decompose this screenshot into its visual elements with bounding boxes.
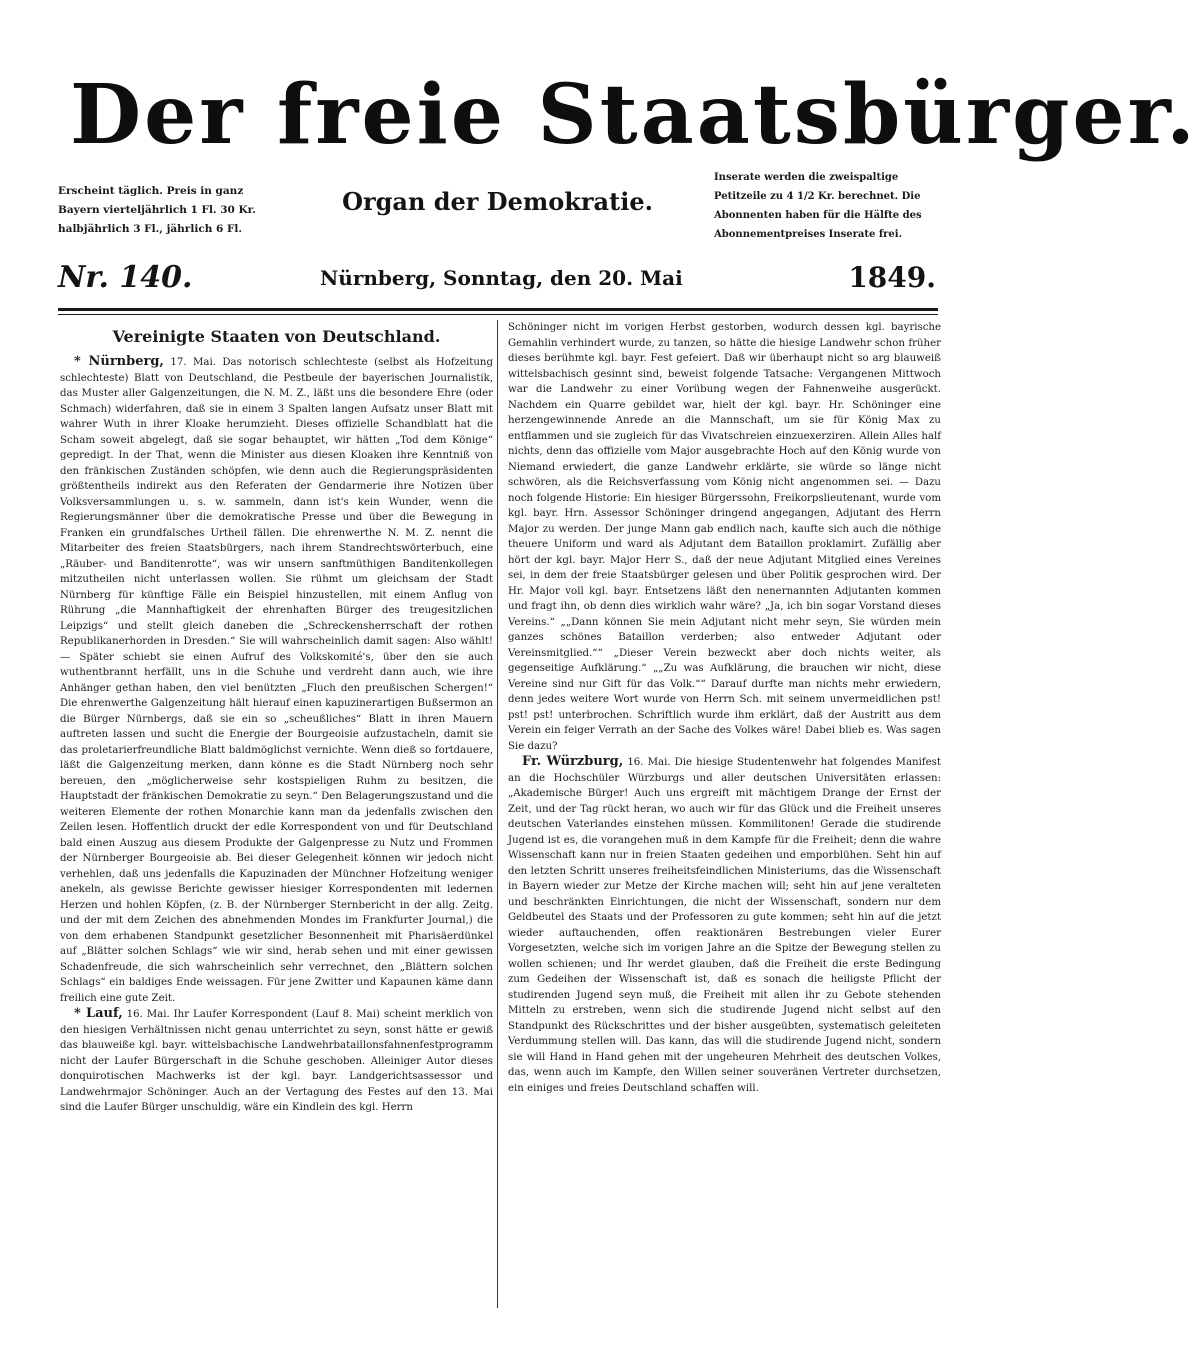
header-rule-thin: [58, 314, 938, 315]
article-body: Das notorisch schlechteste (selbst als Hofzeitung schlechteste) Blatt von Deutschland, die Pestbeule der bayerischen Journalistik, das Muster aller Galgenzeitungen, die N. M. Z., läßt uns die besondere Ehre (oder Schmach) widerfahren, daß sie in einem 3 Spalten langen Aufsatz unser Blatt mit wahrer Wuth in ihrer Kloake herumzieht. Dieses offizielle Schandblatt hat die Scham soweit abgelegt, daß sie sogar behauptet, wir hätten „Tod dem Könige“ gepredigt. In der That, wenn die Minister aus diesen Kloaken ihre Kenntniß von den fränkischen Zuständen schöpfen, wie denn auch die Regierungspräsidenten größtentheils indirekt aus den Referaten der Gendarmerie ihre Notizen über Volksversammlungen u. s. w. sammeln, dann ist's kein Wunder, wenn die Regierungsmänner über die demokratische Presse und über die Bewegung in Franken ein grundfalsches Urtheil fällen. Die ehrenwerthe N. M. Z. nennt die Mitarbeiter des freien Staatsbürgers, nach ihrem Standrechtswörterbuch, eine „Räuber- und Banditenrotte“, was wir unsern sanftmüthigen Banditenkollegen mitzutheilen nicht unterlassen wollen. Sie rühmt um gleichsam der Stadt Nürnberg für künftige Fälle ein Beispiel hinzustellen, mit einem Anflug von Rührung „die Mannhaftigkeit der ehrenhaften Bürger des treugesitzlichen Leipzigs“ und stellt gleich daneben die „Schreckensherrschaft der rothen Republikanerhorden in Dresden.“ Sie will wahrscheinlich damit sagen: Also wählt! — Später schiebt sie einen Aufruf des Volkskomité's, über den sie auch wuthentbrannt herfällt, uns in die Schuhe und verdreht dann auch, wie ihre Anhänger gethan haben, den viel benützten „Fluch den preußischen Schergen!“ Die ehrenwerthe Galgenzeitung hält hierauf einen kapuzinerartigen Bußsermon an die Bürger Nürnbergs, daß sie ein so „scheußliches“ Blatt in ihren Mauern auftreten lassen und sucht die Energie der Bourgeoisie aufzustacheln, damit sie das proletarierfreundliche Blatt baldmöglichst vernichte. Wenn dieß so fortdauere, läßt die Galgenzeitung merken, dann könne es die Stadt Nürnberg noch sehr bereuen, den „möglicherweise sehr kostspieligen Ruhm zu besitzen, die Hauptstadt der fränkischen Demokratie zu seyn.“ Den Belagerungszustand und die weiteren Elemente der rothen Monarchie kann man da jedenfalls zwischen den Zeilen lesen. Hoffentlich druckt der edle Korrespondent von und für Deutschland bald einen Auszug aus diesem Produkte der Galgenpresse zu Nutz und Frommen der Nürnberger Bourgeoisie ab. Bei dieser Gelegenheit können wir jedoch nicht verhehlen, daß uns jedenfalls die Kapuzinaden der Münchner Hofzeitung weniger anekeln, als gewisse Berichte gewisser hiesiger Korrespondenten mit ledernen Herzen und hohlen Köpfen, (z. B. der Nürnberger Sternbericht in der allg. Zeitg. und der mit dem Zeichen des abnehmenden Mondes im Frankfurter Journal,) die von dem erhabenen Standpunkt gesetzlicher Besonnenheit mit Pharisäerdünkel auf „Blätter solchen Schlags“ wie wir sind, herab sehen und mit einer gewissen Schadenfreude, die sich wahrscheinlich sehr verrechnet, den „Blättern solchen Schlags“ ein baldiges Ende weissagen. Für jene Zwitter und Kapaunen käme dann freilich eine gute Zeit.: [60, 357, 493, 1004]
article-lauf-continued: Schöninger nicht im vorigen Herbst gestorben, wodurch dessen kgl. bayrische Gemahlin verhindert wurde, zu tanzen, so hätte die hiesige Landwehr schon früher dieses berühmte kgl. bayr. Fest gefeiert. Daß wir überhaupt nicht so arg blauweiß wittelsbachisch gesinnt sind, beweist folgende Tatsache: Vergangenen Mittwoch war die Landwehr zu einer Vorübung wegen der Fahnenweihe ausgerückt. Nachdem ein Quarre gebildet war, hielt der kgl. bayr. Hr. Schöninger eine herzengewinnende Anrede an die Mannschaft, um sie für König Max zu entflammen und sie zugleich für das Vivatschreien einzuexerziren. Allein Alles half nichts, denn das offizielle vom Major ausgebrachte Hoch auf den König wurde von Niemand erwiedert, die ganze Landwehr erklärte, sie würde so länge nicht schwören, als die Reichsverfassung vom König nicht angenommen sei. — Dazu noch folgende Historie: Ein hiesiger Bürgerssohn, Freikorpslieutenant, wurde vom kgl. bayr. Hrn. Assessor Schöninger dringend angegangen, Adjutant des Herrn Major zu werden. Der junge Mann gab endlich nach, kaufte sich auch die nöthige theuere Uniform und ward als Adjutant dem Bataillon proklamirt. Zufällig aber hört der kgl. bayr. Major Herr S., daß der neue Adjutant Mitglied eines Vereines sei, in dem der freie Staatsbürger gelesen und über Politik gesprochen wird. Der Hr. Major voll kgl. bayr. Entsetzens läßt den nenernannten Adjutanten kommen und fragt ihn, ob denn dies wirklich wahr wäre? „Ja, ich bin sogar Vorstand dieses Vereins.“ „„Dann können Sie mein Adjutant nicht mehr seyn, Sie würden mein ganzes schönes Bataillon verderben; also entweder Adjutant oder Vereinsmitglied.““ „Dieser Verein bezweckt aber doch nichts weiter, als gegenseitige Aufklärung.“ „„Zu was Aufklärung, die brauchen wir nicht, diese Vereine sind nur Gift für das Volk.““ Darauf durfte man nichts mehr erwiedern, denn jedes weitere Wort wurde von Herrn Sch. mit seinem unvermeidlichen pst! pst! pst! unterbrochen. Schriftlich wurde ihm erklärt, daß der Austritt aus dem Verein ein feiger Verrath an der Sache des Volkes wäre! Dabei blieb es. Was sagen Sie dazu?: [508, 322, 941, 752]
advertising-info: Inserate werden die zweispaltige Petitzeile zu 4 1/2 Kr. berechnet. Die Abonnenten haben für die Hälfte des Abonnementpreises Inserate frei.: [714, 172, 922, 240]
right-column: [508, 320, 941, 1305]
issue-year: 1849.: [848, 261, 936, 294]
issue-number: Nr. 140.: [58, 260, 193, 295]
article-lauf: [60, 1006, 493, 1116]
article-nuernberg: [60, 354, 493, 1006]
subscription-info: Erscheint täglich. Preis in ganz Bayern vierteljährlich 1 Fl. 30 Kr. halbjährlich 3 Fl., jährlich 6 Fl.: [58, 185, 256, 235]
place-and-date: Nürnberg, Sonntag, den 20. Mai: [320, 266, 683, 290]
article-dateline-place: Fr. Würzburg,: [522, 754, 624, 769]
article-dateline-date: 17. Mai.: [163, 357, 223, 368]
article-dateline-place: * Nürnberg,: [74, 354, 164, 369]
section-heading: Vereinigte Staaten von Deutschland.: [112, 327, 441, 346]
header-rule-thick: [58, 308, 938, 311]
article-body: Ihr Laufer Korrespondent (Lauf 8. Mai) scheint merklich von den hiesigen Verhältnissen nicht genau unterrichtet zu seyn, sonst hätte er gewiß das blauweiße kgl. bayr. wittelsbachische Landwehrbataillonsfahnenfestprogramm nicht der Laufer Bürgerschaft in die Schuhe geschoben. Alleiniger Autor dieses donquirotischen Machwerks ist der kgl. bayr. Landgerichtsassessor und Landwehrmajor Schöninger. Auch an der Vertagung des Festes auf den 13. Mai sind die Laufer Bürger unschuldig, wäre ein Kindlein des kgl. Herrn: [60, 1009, 493, 1113]
article-body: Die hiesige Studentenwehr hat folgendes Manifest an die Hochschüler Würzburgs und aller deutschen Universitäten erlassen: „Akademische Bürger! Auch uns ergreift mit mächtigem Drange der Ernst der Zeit, und der Tag rückt heran, wo auch wir für das Glück und die Freiheit unseres deutschen Vaterlandes einstehen müssen. Kommilitonen! Gerade die studirende Jugend ist es, die vorangehen muß in dem Kampfe für die Freiheit; denn die wahre Wissenschaft kann nur in freien Staaten gedeihen und emporblühen. Seht hin auf den letzten Schritt unseres freiheitsfeindlichen Ministeriums, das die Wissenschaft in Bayern wieder zur Metze der Kirche machen will; seht hin auf jene veralteten und beschränkten Einrichtungen, die nicht der Wissenschaft, sondern nur dem Geldbeutel des Staats und der Professoren zu gute kommen; seht hin auf die jetzt wieder auftauchenden, offen reaktionären Bestrebungen vieler Eurer Vorgesetzten, welche sich im vorigen Jahre an die Spitze der Bewegung stellen zu wollen schienen; und Ihr werdet glauben, daß die Freiheit die erste Bedingung zum Gedeihen der Wissenschaft ist, daß es sonach die heiligste Pflicht der studirenden Jugend seyn muß, die Freiheit mit allen ihr zu Gebote stehenden Mitteln zu erstreben, wenn sich die studirende Jugend nicht selbst auf den Standpunkt des Rückschrittes und der bisher ausgeübten, systematisch geleiteten Verdummung stellen will. Das kann, das will die studirende Jugend nicht, sondern sie will Hand in Hand gehen mit der ungeheuren Mehrheit des deutschen Volkes, das, wenn auch im Kampfe, den Willen seiner souveränen Vertreter durchsetzen, ein einiges und freies Deutschland schaffen will.: [508, 757, 941, 1094]
column-divider: [497, 320, 498, 1308]
article-dateline-date: 16. Mai.: [623, 757, 675, 768]
article-dateline-date: 16. Mai.: [122, 1009, 174, 1020]
dateline: [58, 256, 936, 300]
left-column: [60, 320, 493, 1305]
masthead-title: Der freie Staatsbürger.: [70, 67, 1198, 163]
article-dateline-place: * Lauf,: [74, 1006, 123, 1021]
article-wuerzburg: [508, 754, 941, 1096]
masthead-subtitle: Organ der Demokratie.: [342, 187, 653, 216]
